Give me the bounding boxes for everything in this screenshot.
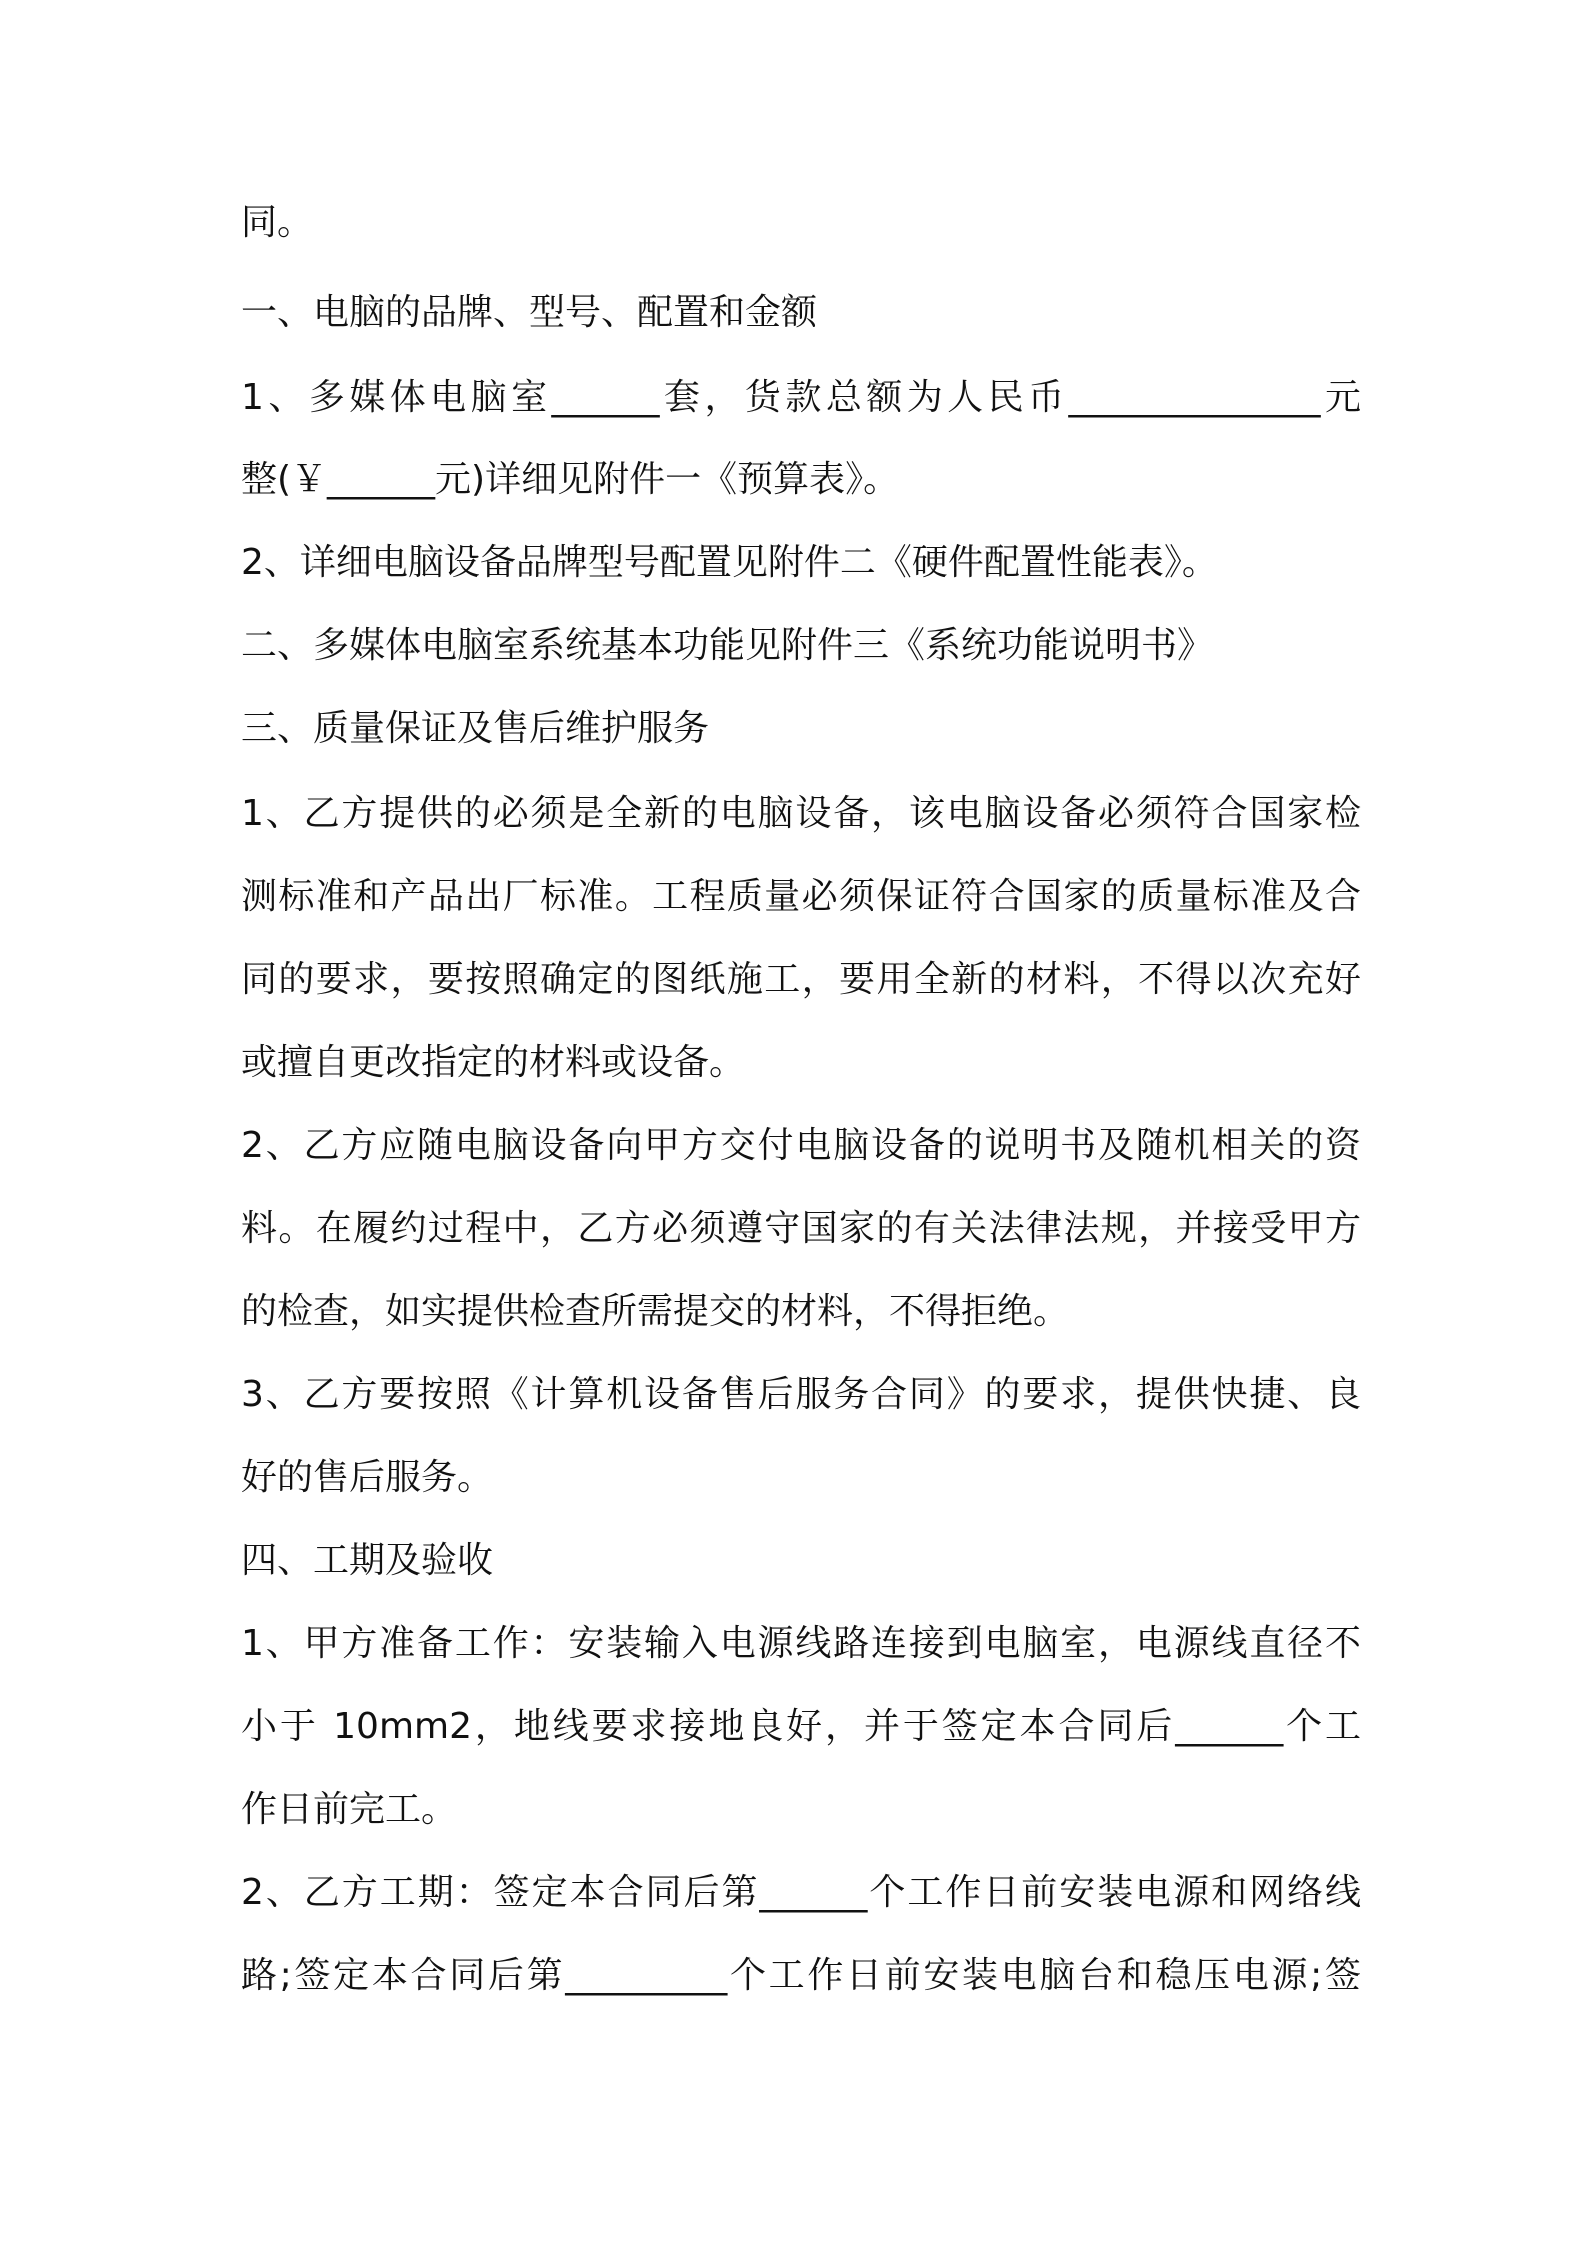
text-line: 2、乙方应随电脑设备向甲方交付电脑设备的说明书及随机相关的资 — [241, 1125, 1361, 1166]
text-line: 的检查，如实提供检查所需提交的材料，不得拒绝。 — [241, 1291, 1070, 1332]
text-line: 小于 10mm2，地线要求接地良好，并于签定本合同后______个工 — [241, 1706, 1361, 1747]
section-heading: 四、工期及验收 — [241, 1540, 494, 1581]
text-line: 整(￥______元)详细见附件一《预算表》。 — [241, 459, 900, 500]
text-line: 测标准和产品出厂标准。工程质量必须保证符合国家的质量标准及合 — [241, 876, 1361, 917]
text-line: 3、乙方要按照《计算机设备售后服务合同》的要求，提供快捷、良 — [241, 1374, 1361, 1415]
text-line: 1、多媒体电脑室______套，货款总额为人民币______________元 — [241, 377, 1361, 418]
text-line: 2、详细电脑设备品牌型号配置见附件二《硬件配置性能表》。 — [241, 542, 1218, 583]
text-line: 好的售后服务。 — [241, 1457, 494, 1498]
text-line: 料。在履约过程中，乙方必须遵守国家的有关法律法规，并接受甲方 — [241, 1208, 1361, 1249]
section-heading: 一、电脑的品牌、型号、配置和金额 — [241, 292, 818, 333]
text-line: 路;签定本合同后第_________个工作日前安装电脑台和稳压电源;签 — [241, 1955, 1361, 1996]
section-heading: 二、多媒体电脑室系统基本功能见附件三《系统功能说明书》 — [241, 625, 1214, 666]
text-line: 2、乙方工期：签定本合同后第______个工作日前安装电源和网络线 — [241, 1872, 1361, 1913]
text-line: 作日前完工。 — [241, 1789, 458, 1830]
text-line: 1、乙方提供的必须是全新的电脑设备，该电脑设备必须符合国家检 — [241, 793, 1361, 834]
text-line: 1、甲方准备工作：安装输入电源线路连接到电脑室，电源线直径不 — [241, 1623, 1361, 1664]
section-heading: 三、质量保证及售后维护服务 — [241, 708, 710, 749]
text-line: 同的要求，要按照确定的图纸施工，要用全新的材料，不得以次充好 — [241, 959, 1361, 1000]
text-line: 或擅自更改指定的材料或设备。 — [241, 1042, 746, 1083]
text-line: 同。 — [241, 202, 314, 243]
